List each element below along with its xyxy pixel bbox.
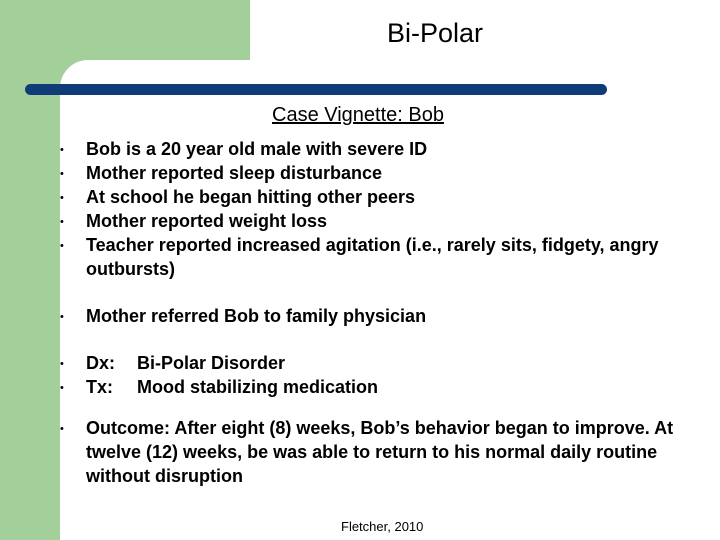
dx-value: Bi-Polar Disorder — [137, 353, 286, 373]
list-item — [60, 161, 720, 185]
slide-title: Bi-Polar — [386, 18, 484, 48]
dx-label: Dx: — [86, 353, 116, 373]
bullet-icon: • — [60, 192, 64, 204]
bullet-list — [60, 137, 720, 488]
bullet-icon: • — [60, 216, 64, 228]
bullet-icon: • — [60, 311, 64, 323]
green-left-bar — [0, 0, 60, 540]
bullet-icon: • — [60, 423, 64, 435]
list-item-text: Teacher reported increased agitation (i.e., rarely sits, fidgety, angry outbursts) — [86, 235, 659, 279]
bullet-icon: • — [60, 144, 64, 156]
outcome-text: Outcome: After eight (8) weeks, Bob’s behavior began to improve. At twelve (12) weeks, be was able to return to his normal daily routine without disruption — [86, 418, 674, 486]
citation-footer: Fletcher, 2010 — [341, 519, 424, 534]
list-item-text: Mother reported sleep disturbance — [86, 163, 383, 183]
list-item — [60, 209, 720, 233]
title-underline-bar — [25, 84, 607, 95]
bullet-icon: • — [60, 382, 64, 394]
list-item-outcome — [60, 416, 720, 488]
list-item-dx — [60, 351, 720, 375]
list-item — [60, 233, 720, 281]
referral-text: Mother referred Bob to family physician — [86, 306, 427, 326]
tx-value: Mood stabilizing medication — [137, 377, 379, 397]
spacer — [60, 399, 720, 416]
slide-subtitle: Case Vignette: Bob — [272, 104, 444, 126]
list-item — [60, 137, 720, 161]
list-item-referral — [60, 304, 720, 328]
list-item-text: Bob is a 20 year old male with severe ID — [86, 139, 428, 159]
list-item — [60, 185, 720, 209]
bullet-icon: • — [60, 168, 64, 180]
list-item-text: Mother reported weight loss — [86, 211, 328, 231]
tx-label: Tx: — [86, 377, 113, 397]
list-item-tx — [60, 375, 720, 399]
spacer — [60, 328, 720, 351]
bullet-icon: • — [60, 240, 64, 252]
bullet-icon: • — [60, 358, 64, 370]
spacer — [60, 281, 720, 304]
list-item-text: At school he began hitting other peers — [86, 187, 416, 207]
